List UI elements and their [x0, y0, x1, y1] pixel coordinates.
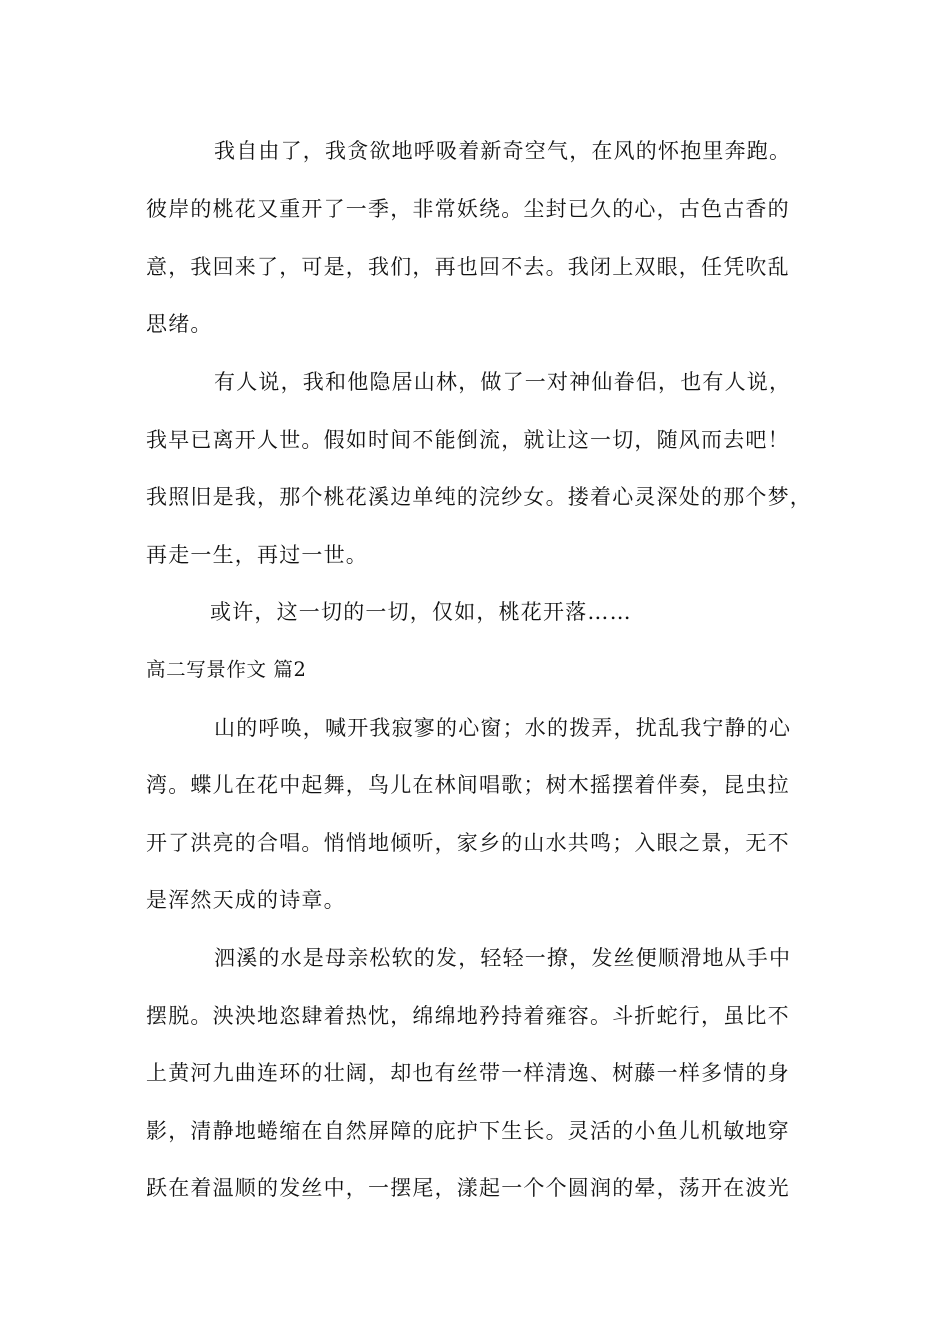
- paragraph-4-line-2: 湾。蝶儿在花中起舞，鸟儿在林间唱歌；树木摇摆着伴奏，昆虫拉: [146, 773, 790, 797]
- paragraph-4-line-3: 开了洪亮的合唱。悄悄地倾听，家乡的山水共鸣；入眼之景，无不: [146, 831, 790, 855]
- paragraph-2-line-4: 再走一生，再过一世。: [146, 543, 368, 567]
- paragraph-1-line-2: 彼岸的桃花又重开了一季，非常妖绕。尘封已久的心，古色古香的: [146, 197, 790, 221]
- paragraph-5-line-4: 影，清静地蜷缩在自然屏障的庇护下生长。灵活的小鱼儿机敏地穿: [146, 1119, 790, 1143]
- paragraph-1-line-1: 我自由了，我贪欲地呼吸着新奇空气，在风的怀抱里奔跑。: [214, 139, 792, 163]
- paragraph-5-line-2: 摆脱。泱泱地恣肆着热忱，绵绵地矜持着雍容。斗折蛇行，虽比不: [146, 1004, 790, 1028]
- paragraph-3-line-1: 或许，这一切的一切，仅如，桃花开落……: [210, 600, 632, 624]
- paragraph-1-line-3: 意，我回来了，可是，我们，再也回不去。我闭上双眼，任凭吹乱: [146, 255, 790, 279]
- paragraph-5-line-5: 跃在着温顺的发丝中，一摆尾，漾起一个个圆润的晕，荡开在波光: [146, 1176, 790, 1200]
- paragraph-2-line-2: 我早已离开人世。假如时间不能倒流，就让这一切，随风而去吧！: [146, 428, 790, 452]
- paragraph-2-line-3: 我照旧是我，那个桃花溪边单纯的浣纱女。搂着心灵深处的那个梦，: [146, 485, 812, 509]
- paragraph-4-line-4: 是浑然天成的诗章。: [146, 888, 346, 912]
- paragraph-5-line-1: 泗溪的水是母亲松软的发，轻轻一撩，发丝便顺滑地从手中: [214, 946, 792, 970]
- paragraph-2-line-1: 有人说，我和他隐居山林，做了一对神仙眷侣，也有人说，: [214, 370, 792, 394]
- section-heading: 高二写景作文 篇2: [146, 658, 307, 681]
- paragraph-4-line-1: 山的呼唤，喊开我寂寥的心窗；水的拨弄，扰乱我宁静的心: [214, 716, 792, 740]
- paragraph-5-line-3: 上黄河九曲连环的壮阔，却也有丝带一样清逸、树藤一样多情的身: [146, 1061, 790, 1085]
- paragraph-1-line-4: 思绪。: [146, 312, 213, 336]
